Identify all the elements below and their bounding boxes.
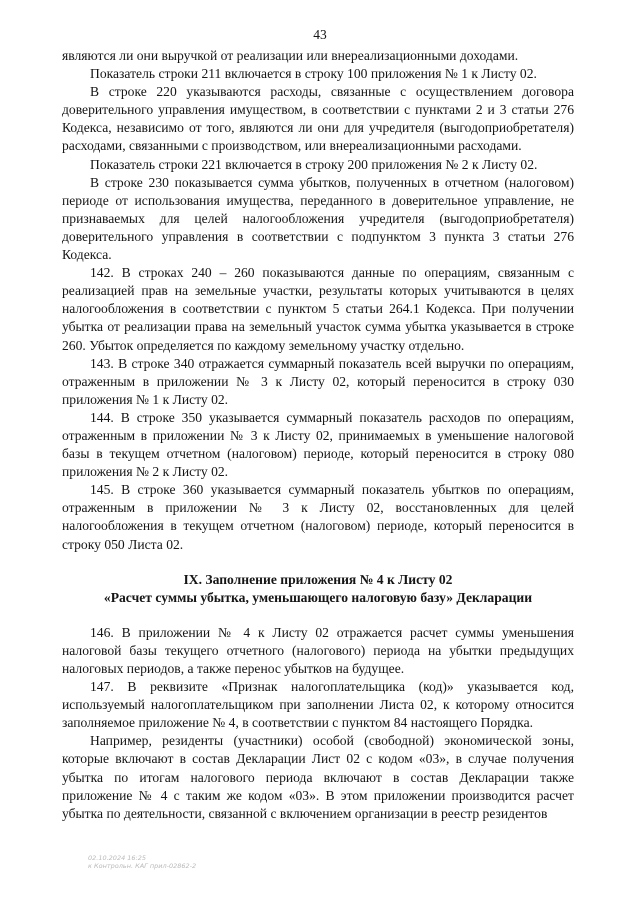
paragraphs-bottom [62,624,574,823]
paragraphs-top [62,47,574,554]
footer-line1: 02.10.2024 16:25 [88,854,147,862]
paragraph: Показатель строки 211 включается в строку 100 приложения № 1 к Листу 02. [90,66,537,82]
paragraph: 143. В строке 340 отражается суммарный показатель всей выручки по операциям, отраженным в приложении № 3 к Листу 02, который переносится в строку 030 приложения № 1 к Листу 02. [62,355,574,407]
paragraph: 146. В приложении № 4 к Листу 02 отражается расчет суммы уменьшения налоговой базы текущего отчетного (налогового) периода на убытки предыдущих налоговых периодов, а также перенос убытков на будущее. [62,624,574,676]
paragraph: 142. В строках 240 – 260 показываются данные по операциям, связанным с реализацией прав на земельные участки, результаты которых учитываются в целях налогообложения в соответствии с пунктом 5 статьи 264.1 Кодекса. При получении убытка от реализации права на земельный участок сумма убытка указывается в строке 260. Убыток определяется по каждому земельному участку отдельно. [62,265,574,353]
paragraph: 144. В строке 350 указывается суммарный показатель расходов по операциям, отраженным в приложении № 3 к Листу 02, принимаемых в уменьшение налоговой базы в текущем отчетном (налоговом) периоде, который переносится в строку 080 приложения № 2 к Листу 02. [62,409,574,480]
page-number: 43 [313,27,327,42]
paragraph: Например, резиденты (участники) особой (свободной) экономической зоны, которые включают в состав Декларации Лист 02 с кодом «03», в случае получения убытка по итогам налогового периода включают в состав Декларации также приложение № 4 с таким же кодом «03». В этом приложении производится расчет убытка по деятельности, связанной с включением организации в реестр резидентов [62,733,574,821]
paragraph: являются ли они выручкой от реализации или внереализационными доходами. [62,48,519,63]
section-heading-line1: IX. Заполнение приложения № 4 к Листу 02 [183,571,453,587]
paragraph: 147. В реквизите «Признак налогоплательщика (код)» указывается код, используемый налогоплательщиком при заполнении Листа 02, к которому относится заполняемое приложение № 4, в соответствии с пунктом 84 настоящего Порядка. [62,679,574,731]
paragraph: В строке 230 показывается сумма убытков, полученных в отчетном (налоговом) периоде от использования имущества, переданного в доверительное управление, не признаваемых для целей налогообложения учредителя (выгодоприобретателя) доверительного управления в соответствии с подпунктом 3 пункта 3 статьи 276 Кодекса. [62,174,574,263]
paragraph: Показатель строки 221 включается в строку 200 приложения № 2 к Листу 02. [90,156,538,172]
footer-line2: к Контрольн. КАГ прил-02862-2 [88,862,197,870]
document-body [62,47,574,823]
paragraph: 145. В строке 360 указывается суммарный показатель убытков по операциям, отраженным в приложении № 3 к Листу 02, восстановленных для целей налогообложения в текущем отчетном (налоговом) периоде, который переносится в строку 050 Листа 02. [62,482,574,552]
paragraph: В строке 220 указываются расходы, связанные с осуществлением договора доверительного управления имуществом, в соответствии с пунктами 2 и 3 статьи 276 Кодекса, независимо от того, являются ли они для учредителя (выгодоприобретателя) расходами, связанными с производством, или внереализационными расходами. [62,84,574,154]
footer-stamp [88,854,196,870]
section-heading [62,571,574,607]
section-heading-line2: «Расчет суммы убытка, уменьшающего налоговую базу» Декларации [103,589,533,605]
